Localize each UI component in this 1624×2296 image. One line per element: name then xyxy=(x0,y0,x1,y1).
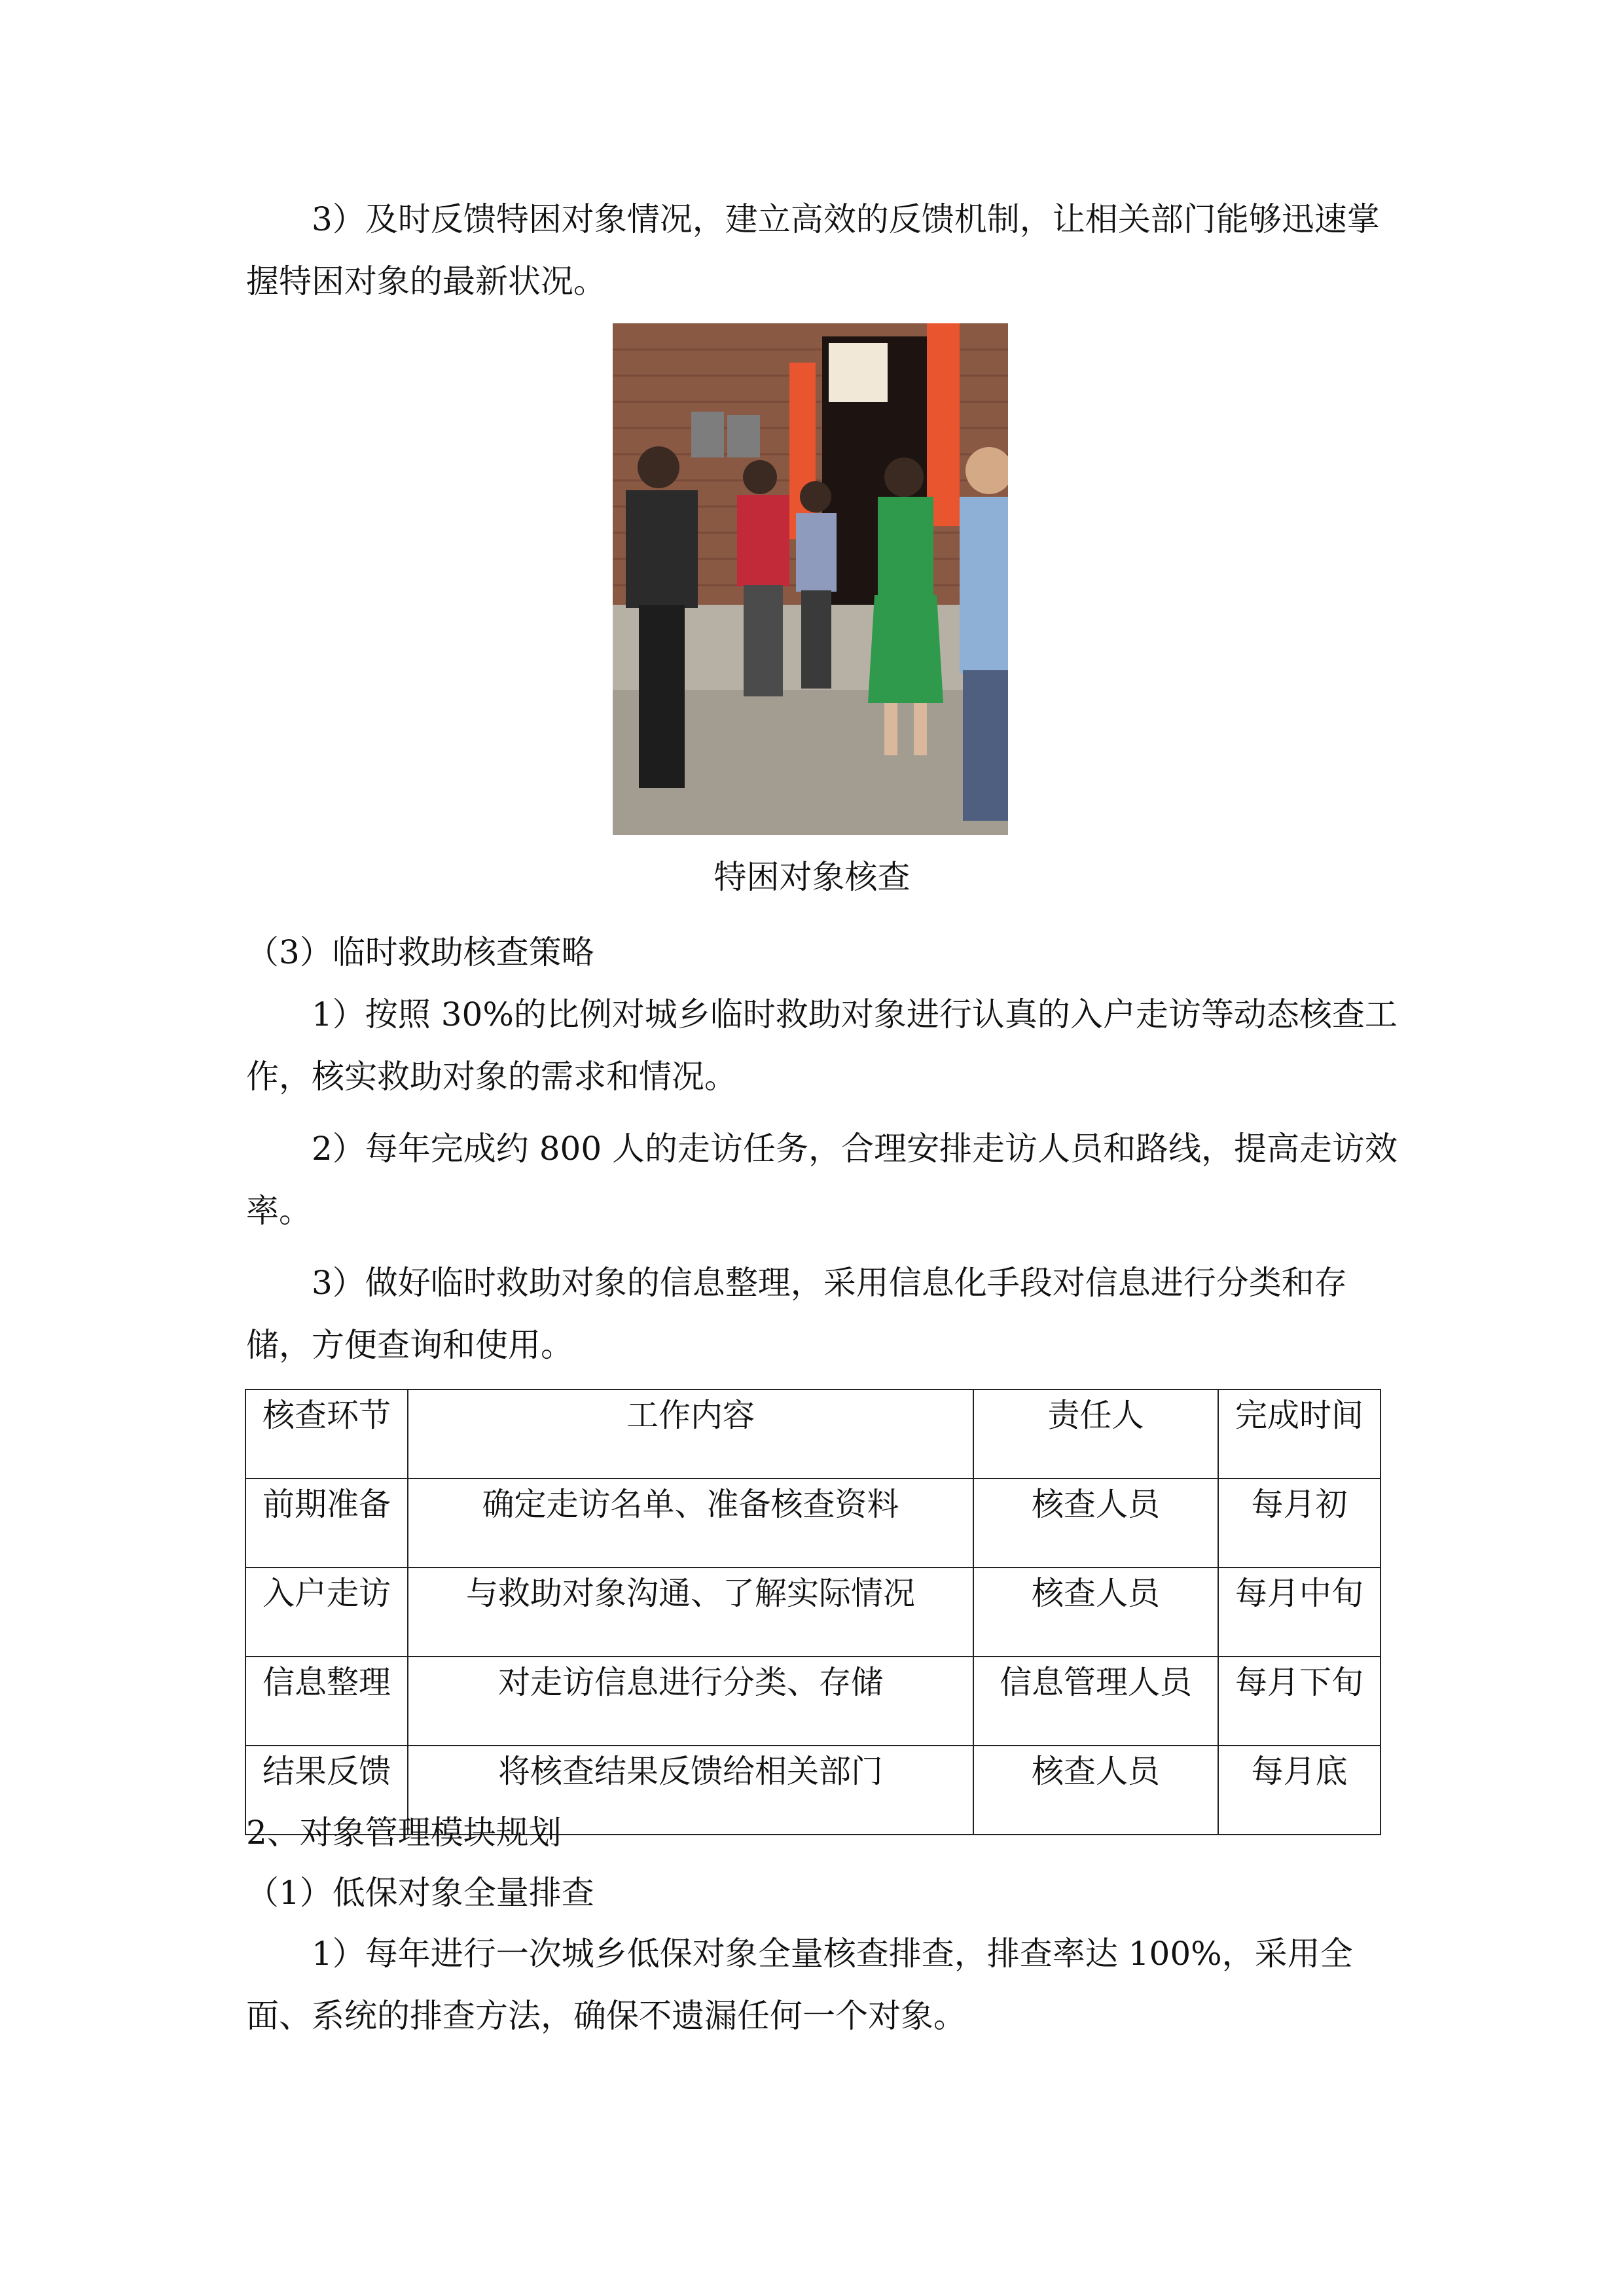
table-cell: 核查人员 xyxy=(973,1479,1218,1568)
table-row xyxy=(245,1657,1380,1746)
verification-table xyxy=(245,1389,1381,1835)
table-cell: 核查人员 xyxy=(973,1568,1218,1657)
table-cell: 前期准备 xyxy=(245,1479,408,1568)
paragraph-2-line-2: 作，核实救助对象的需求和情况。 xyxy=(246,1058,737,1096)
table-cell: 信息管理人员 xyxy=(973,1657,1218,1746)
section-heading-3: （3）临时救助核查策略 xyxy=(246,933,594,971)
section-heading-2: 2、对象管理模块规划 xyxy=(246,1814,562,1852)
paragraph-2-line-1: 1）按照 30%的比例对城乡临时救助对象进行认真的入户走访等动态核查工 xyxy=(312,996,1398,1033)
section-heading-4: （1）低保对象全量排查 xyxy=(246,1874,594,1912)
table-cell: 核查人员 xyxy=(973,1746,1218,1835)
paragraph-3-line-2: 率。 xyxy=(246,1192,312,1230)
paragraph-1-line-2: 握特困对象的最新状况。 xyxy=(246,262,606,300)
paragraph-1-line-1: 3）及时反馈特困对象情况，建立高效的反馈机制，让相关部门能够迅速掌 xyxy=(312,200,1380,238)
table-header-cell: 完成时间 xyxy=(1218,1390,1380,1479)
table-header-row xyxy=(245,1390,1380,1479)
table-cell: 结果反馈 xyxy=(245,1746,408,1835)
table-header-cell: 责任人 xyxy=(973,1390,1218,1479)
photo-household-verification xyxy=(613,323,1008,835)
paragraph-5-line-1: 1）每年进行一次城乡低保对象全量核查排查，排查率达 100%，采用全 xyxy=(312,1935,1353,1973)
table-header-cell: 核查环节 xyxy=(245,1390,408,1479)
table-cell: 确定走访名单、准备核查资料 xyxy=(408,1479,973,1568)
table-cell: 与救助对象沟通、了解实际情况 xyxy=(408,1568,973,1657)
table-cell: 将核查结果反馈给相关部门 xyxy=(408,1746,973,1835)
table-cell: 每月初 xyxy=(1218,1479,1380,1568)
paragraph-4-line-2: 储，方便查询和使用。 xyxy=(246,1326,573,1364)
table-row xyxy=(245,1568,1380,1657)
photo-caption: 特困对象核查 xyxy=(713,858,911,896)
paragraph-3-line-1: 2）每年完成约 800 人的走访任务，合理安排走访人员和路线，提高走访效 xyxy=(312,1130,1398,1168)
table-cell: 信息整理 xyxy=(245,1657,408,1746)
table-cell: 每月下旬 xyxy=(1218,1657,1380,1746)
paragraph-5-line-2: 面、系统的排查方法，确保不遗漏任何一个对象。 xyxy=(246,1997,966,2035)
table-header-cell: 工作内容 xyxy=(408,1390,973,1479)
table-cell: 入户走访 xyxy=(245,1568,408,1657)
paragraph-4-line-1: 3）做好临时救助对象的信息整理，采用信息化手段对信息进行分类和存 xyxy=(312,1264,1347,1302)
table-cell: 每月中旬 xyxy=(1218,1568,1380,1657)
table-row xyxy=(245,1479,1380,1568)
table-cell: 对走访信息进行分类、存储 xyxy=(408,1657,973,1746)
table-cell: 每月底 xyxy=(1218,1746,1380,1835)
